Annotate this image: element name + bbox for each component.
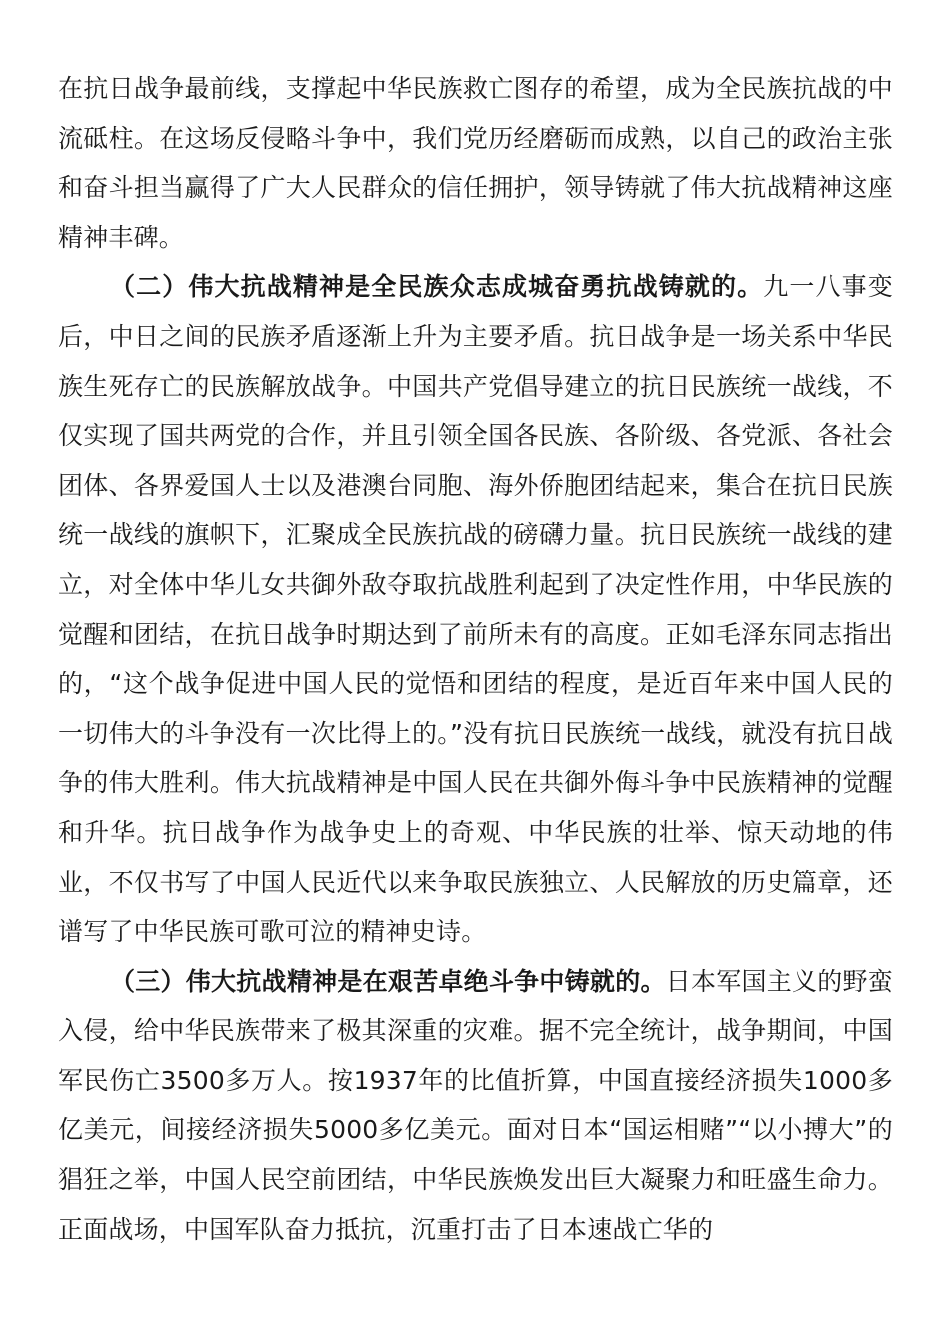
section-heading: （二）伟大抗战精神是全民族众志成城奋勇抗战铸就的。: [110, 272, 764, 302]
paragraph-continuation: [58, 64, 893, 262]
paragraph-body: 在抗日战争最前线，支撑起中华民族救亡图存的希望，成为全民族抗战的中流砥柱。在这场反侵略斗争中，我们党历经磨砺而成熟，以自己的政治主张和奋斗担当赢得了广大人民群众的信任拥护，领导铸就了伟大抗战精神这座精神丰碑。: [58, 74, 893, 252]
section-heading: （三）伟大抗战精神是在艰苦卓绝斗争中铸就的。: [110, 966, 666, 996]
paragraph-body: 九一八事变后，中日之间的民族矛盾逐渐上升为主要矛盾。抗日战争是一场关系中华民族生死存亡的民族解放战争。中国共产党倡导建立的抗日民族统一战线，不仅实现了国共两党的合作，并且引领全国各民族、各阶级、各党派、各社会团体、各界爱国人士以及港澳台同胞、海外侨胞团结起来，集合在抗日民族统一战线的旗帜下，汇聚成全民族抗战的磅礴力量。抗日民族统一战线的建立，对全体中华儿女共御外敌夺取抗战胜利起到了决定性作用，中华民族的觉醒和团结，在抗日战争时期达到了前所未有的高度。正如毛泽东同志指出的，“这个战争促进中国人民的觉悟和团结的程度，是近百年来中国人民的一切伟大的斗争没有一次比得上的。”没有抗日民族统一战线，就没有抗日战争的伟大胜利。伟大抗战精神是中国人民在共御外侮斗争中民族精神的觉醒和升华。抗日战争作为战争史上的奇观、中华民族的壮举、惊天动地的伟业，不仅书写了中国人民近代以来争取民族独立、人民解放的历史篇章，还谱写了中华民族可歌可泣的精神史诗。: [58, 272, 893, 947]
document-body: [58, 64, 893, 1254]
paragraph-section-2: [58, 262, 893, 956]
paragraph-body: 日本军国主义的野蛮入侵，给中华民族带来了极其深重的灾难。据不完全统计，战争期间，中国军民伤亡3500多万人。按1937年的比值折算，中国直接经济损失1000多亿美元，间接经济损失5000多亿美元。面对日本“国运相赌”“以小搏大”的猖狂之举，中国人民空前团结，中华民族焕发出巨大凝聚力和旺盛生命力。正面战场，中国军队奋力抵抗，沉重打击了日本速战亡华的: [58, 966, 893, 1244]
paragraph-section-3: [58, 957, 893, 1255]
